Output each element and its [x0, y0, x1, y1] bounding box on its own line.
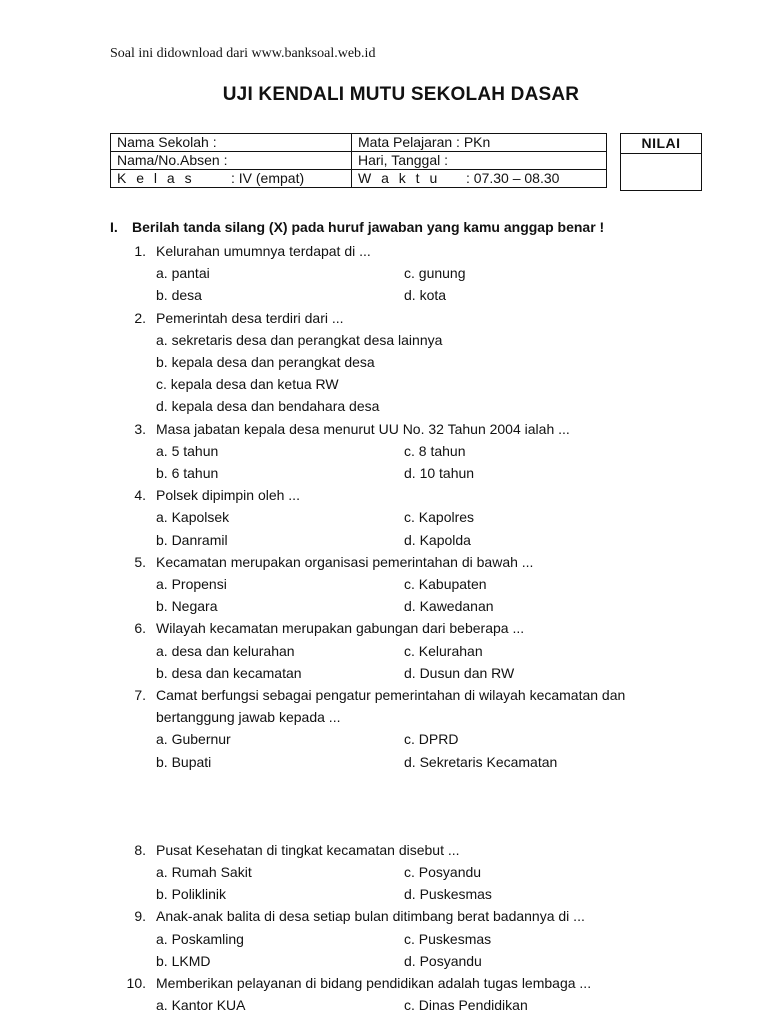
question-text: Camat berfungsi sebagai pengatur pemerintahan di wilayah kecamatan dan	[156, 687, 626, 703]
kelas-label: K e l a s	[117, 170, 195, 186]
nama-sekolah-cell: Nama Sekolah :	[111, 134, 352, 152]
answer-option[interactable]: b. Negara	[156, 598, 218, 615]
question-number: 2.	[134, 309, 146, 326]
question-text: bertanggung jawab kepada ...	[156, 709, 341, 726]
nilai-label: NILAI	[621, 134, 701, 154]
answer-option[interactable]: c. DPRD	[404, 731, 459, 748]
question-text: Kecamatan merupakan organisasi pemerintahan di bawah ...	[156, 553, 534, 570]
question-number: 4.	[134, 487, 146, 504]
section-number: I.	[110, 219, 118, 235]
question-text: Pusat Kesehatan di tingkat kecamatan disebut ...	[156, 841, 460, 858]
info-row	[111, 152, 607, 170]
question-text: Anak-anak balita di desa setiap bulan ditimbang berat badannya di ...	[156, 908, 585, 925]
question-number: 5.	[134, 553, 146, 570]
waktu-label: W a k t u	[358, 170, 441, 186]
answer-option[interactable]: a. Kapolsek	[156, 509, 230, 526]
waktu-value: : 07.30 – 08.30	[466, 170, 560, 186]
answer-option[interactable]: b. Bupati	[156, 753, 212, 770]
question-text: Memberikan pelayanan di bidang pendidikan adalah tugas lembaga ...	[156, 975, 592, 991]
answer-option[interactable]: a. Propensi	[156, 576, 227, 592]
question-text: Polsek dipimpin oleh ...	[156, 487, 300, 504]
answer-option[interactable]: a. pantai	[156, 265, 210, 282]
kelas-cell	[111, 170, 352, 188]
info-row	[111, 134, 607, 152]
nama-absen-cell: Nama/No.Absen :	[111, 152, 352, 170]
answer-option[interactable]: d. kota	[404, 287, 447, 304]
answer-option[interactable]: d. Posyandu	[404, 952, 482, 969]
question-number: 7.	[134, 687, 146, 703]
answer-option[interactable]: d. Kapolda	[404, 531, 471, 548]
student-info-table	[110, 133, 607, 188]
question-text: Kelurahan umumnya terdapat di ...	[156, 243, 371, 259]
answer-option[interactable]: c. 8 tahun	[404, 442, 466, 459]
answer-option[interactable]: c. Posyandu	[404, 864, 482, 880]
answer-option[interactable]: a. Poskamling	[156, 930, 244, 947]
hari-tanggal-cell: Hari, Tanggal :	[352, 152, 607, 170]
question-number: 8.	[134, 841, 146, 858]
answer-option[interactable]: b. desa	[156, 287, 202, 304]
answer-option[interactable]: a. desa dan kelurahan	[156, 642, 295, 659]
answer-option[interactable]: d. 10 tahun	[404, 465, 475, 481]
nilai-box	[620, 133, 702, 191]
kelas-value: : IV (empat)	[231, 170, 305, 186]
answer-option[interactable]: b. desa dan kecamatan	[156, 664, 302, 681]
waktu-cell	[352, 170, 607, 188]
answer-option[interactable]: a. Gubernur	[156, 731, 231, 748]
question-number: 3.	[134, 420, 146, 437]
answer-option[interactable]: c. gunung	[404, 265, 466, 282]
answer-option[interactable]: b. LKMD	[156, 952, 211, 969]
answer-option[interactable]: d. kepala desa dan bendahara desa	[156, 398, 380, 415]
answer-option[interactable]: b. Danramil	[156, 531, 228, 548]
answer-option[interactable]: c. Puskesmas	[404, 930, 492, 947]
document-title: UJI KENDALI MUTU SEKOLAH DASAR	[222, 84, 580, 105]
answer-option[interactable]: c. Kapolres	[404, 509, 475, 526]
nilai-score-area	[621, 154, 701, 190]
answer-option[interactable]: d. Kawedanan	[404, 598, 494, 615]
section-instruction: Berilah tanda silang (X) pada huruf jawaban yang kamu anggap benar !	[132, 219, 605, 235]
question-number: 6.	[134, 620, 146, 637]
answer-option[interactable]: a. Rumah Sakit	[156, 864, 252, 880]
answer-option[interactable]: b. Poliklinik	[156, 886, 227, 903]
answer-option[interactable]: c. kepala desa dan ketua RW	[156, 376, 339, 393]
answer-option[interactable]: b. 6 tahun	[156, 465, 219, 481]
question-text: Wilayah kecamatan merupakan gabungan dari beberapa ...	[156, 620, 525, 637]
answer-option[interactable]: c. Dinas Pendidikan	[404, 997, 528, 1014]
question-text: Pemerintah desa terdiri dari ...	[156, 309, 344, 326]
answer-option[interactable]: a. 5 tahun	[156, 442, 219, 459]
answer-option[interactable]: d. Dusun dan RW	[404, 664, 515, 681]
answer-option[interactable]: c. Kelurahan	[404, 642, 483, 659]
header-note: Soal ini didownload dari www.banksoal.web.id	[110, 46, 376, 61]
question-number: 10.	[126, 975, 146, 991]
answer-option[interactable]: c. Kabupaten	[404, 576, 487, 592]
info-row	[111, 170, 607, 188]
answer-option[interactable]: a. Kantor KUA	[156, 997, 246, 1014]
mata-pelajaran-cell: Mata Pelajaran : PKn	[352, 134, 607, 152]
answer-option[interactable]: d. Sekretaris Kecamatan	[404, 753, 558, 770]
section-heading	[110, 219, 604, 235]
answer-option[interactable]: d. Puskesmas	[404, 886, 492, 903]
answer-option[interactable]: b. kepala desa dan perangkat desa	[156, 354, 375, 370]
question-number: 1.	[134, 243, 146, 259]
answer-option[interactable]: a. sekretaris desa dan perangkat desa lainnya	[156, 331, 443, 348]
question-text: Masa jabatan kepala desa menurut UU No. 32 Tahun 2004 ialah ...	[156, 420, 570, 437]
question-number: 9.	[134, 908, 146, 925]
